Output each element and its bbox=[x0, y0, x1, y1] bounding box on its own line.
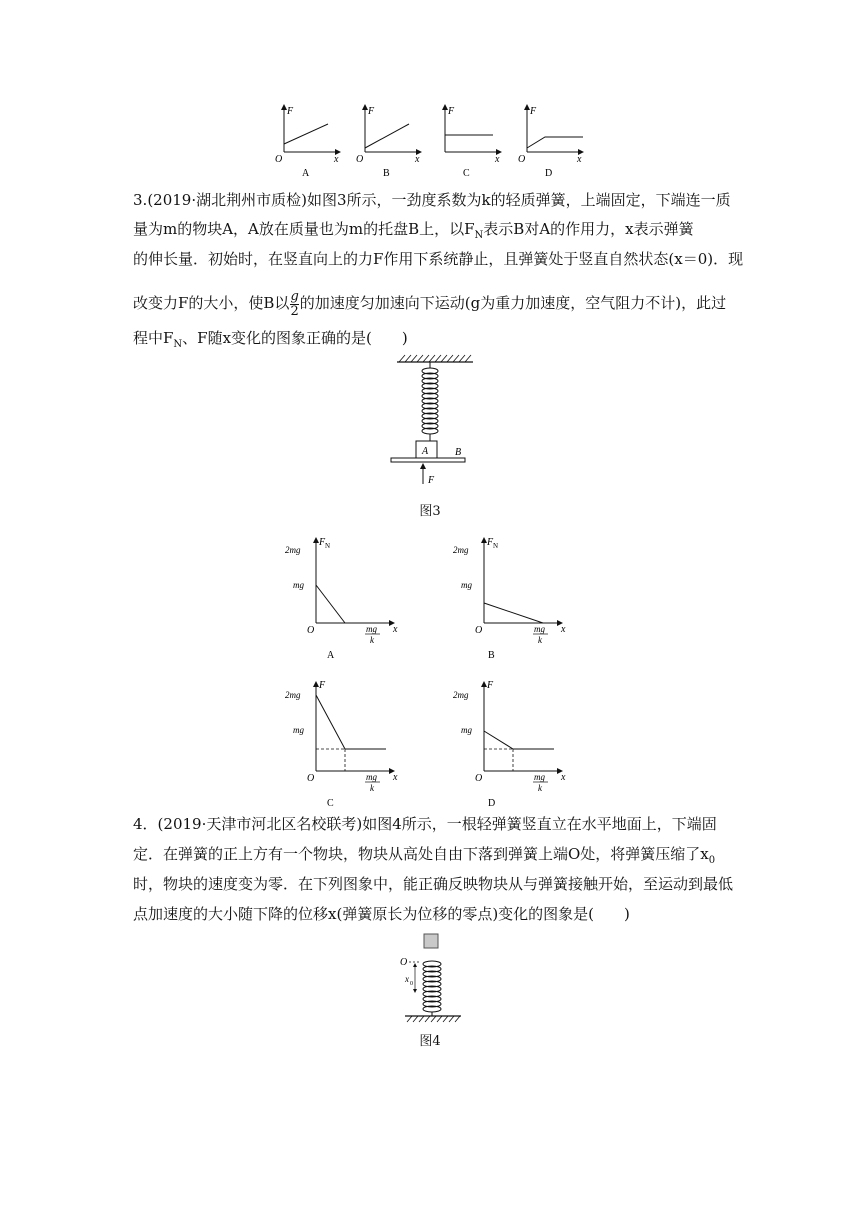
axis-x-label: x bbox=[415, 154, 420, 165]
origin-label: O bbox=[307, 773, 315, 784]
origin-label: O bbox=[307, 625, 315, 636]
q3-line-5-b: 、F随x变化的图象正确的是( ) bbox=[182, 329, 408, 347]
q3-line-5-sub: N bbox=[173, 339, 183, 350]
origin-label: O bbox=[518, 154, 526, 165]
origin-label: O bbox=[356, 154, 364, 165]
q3-line-4 bbox=[133, 288, 726, 319]
figure-4-spring bbox=[395, 930, 470, 1025]
q3-graph-b bbox=[453, 537, 566, 661]
tick-mg: mg bbox=[293, 725, 304, 735]
axis-f-label: F bbox=[287, 106, 294, 117]
origin-label: O bbox=[475, 773, 483, 784]
axis-x-label: x bbox=[334, 154, 339, 165]
y-axis-sub: N bbox=[493, 542, 499, 550]
tick-mg: mg bbox=[293, 580, 304, 590]
tick-2mg: 2mg bbox=[453, 545, 469, 555]
q3-line-4-b: 的加速度匀加速向下运动(g为重力加速度，空气阻力不计)，此过 bbox=[299, 294, 727, 312]
y-axis-label: F bbox=[319, 537, 326, 548]
x-tick-den: k bbox=[538, 783, 542, 793]
q3-source: (2019·湖北荆州市质检) bbox=[147, 191, 307, 209]
q4-line-1: 4．(2019·天津市河北区名校联考)如图4所示，一根轻弹簧竖直立在水平地面上，下端固 bbox=[133, 815, 717, 833]
q3-number: 3. bbox=[133, 191, 148, 209]
y-axis-label: F bbox=[487, 537, 494, 548]
origin-label: O bbox=[475, 625, 483, 636]
q3-line-4-a: 改变力F的大小，使B以 bbox=[133, 294, 290, 312]
top-graphs bbox=[270, 100, 600, 180]
graph-label: A bbox=[327, 650, 335, 661]
x-tick-num: mg bbox=[366, 624, 377, 634]
q3-line-2-a: 量为m的物块A，A放在质量也为m的托盘B上，以F bbox=[133, 220, 475, 238]
q3-line-5 bbox=[133, 328, 408, 355]
axis-f-label: F bbox=[448, 106, 455, 117]
q3-line-1 bbox=[133, 190, 731, 210]
tray-b-label: B bbox=[455, 447, 462, 458]
q3-graph-c bbox=[285, 680, 398, 809]
graph-label: C bbox=[327, 798, 334, 809]
q4-line-2-sub: 0 bbox=[708, 855, 716, 866]
tick-2mg: 2mg bbox=[285, 545, 301, 555]
axis-x-label: x bbox=[577, 154, 582, 165]
x-tick-den: k bbox=[370, 635, 374, 645]
graph-label: D bbox=[545, 168, 553, 179]
y-axis-label: F bbox=[319, 680, 326, 691]
top-graph-c bbox=[445, 105, 501, 179]
graph-label: D bbox=[488, 798, 496, 809]
y-axis-label: F bbox=[487, 680, 494, 691]
q3-frac-den: 2 bbox=[290, 303, 299, 319]
graph-label: A bbox=[302, 168, 310, 179]
x-tick-num: mg bbox=[534, 624, 545, 634]
axis-f-label: F bbox=[530, 106, 537, 117]
y-axis-sub: N bbox=[325, 542, 331, 550]
axis-f-label: F bbox=[368, 106, 375, 117]
x0-label: x bbox=[405, 974, 409, 984]
tick-mg: mg bbox=[461, 725, 472, 735]
x-axis-label: x bbox=[561, 772, 566, 783]
tick-mg: mg bbox=[461, 580, 472, 590]
x-tick-num: mg bbox=[534, 772, 545, 782]
axis-x-label: x bbox=[495, 154, 500, 165]
q3-answer-graphs bbox=[282, 530, 582, 810]
q3-graph-a bbox=[285, 537, 398, 661]
x-axis-label: x bbox=[393, 624, 398, 635]
q3-frac-num: g bbox=[290, 288, 299, 304]
tick-2mg: 2mg bbox=[285, 690, 301, 700]
q4-line-3: 时，物块的速度变为零．在下列图象中，能正确反映物块从与弹簧接触开始，至运动到最低 bbox=[133, 875, 734, 893]
q3-line-1-text: 如图3所示，一劲度系数为k的轻质弹簧，上端固定，下端连一质 bbox=[306, 191, 731, 209]
figure-3-spring bbox=[385, 352, 485, 487]
top-graph-a bbox=[275, 105, 340, 179]
graph-label: B bbox=[488, 650, 495, 661]
q4-line-4: 点加速度的大小随下降的位移x(弹簧原长为位移的零点)变化的图象是( ) bbox=[133, 905, 630, 923]
q3-line-5-a: 程中F bbox=[133, 329, 174, 347]
q3-line-3: 的伸长量．初始时，在竖直向上的力F作用下系统静止，且弹簧处于竖直自然状态(x＝0)．现 bbox=[133, 250, 744, 268]
top-graph-d bbox=[518, 105, 583, 179]
q4-line-2-a: 定．在弹簧的正上方有一个物块，物块从高处自由下落到弹簧上端O处，将弹簧压缩了x bbox=[133, 845, 709, 863]
top-graph-b bbox=[356, 105, 421, 179]
q3-line-2-sub: N bbox=[474, 230, 484, 241]
o-label: O bbox=[400, 957, 408, 968]
origin-label: O bbox=[275, 154, 283, 165]
x0-sub: 0 bbox=[410, 981, 413, 987]
q3-line-2-b: 表示B对A的作用力，x表示弹簧 bbox=[483, 220, 694, 238]
q4-line-2 bbox=[133, 844, 715, 871]
block-a-label: A bbox=[422, 446, 429, 457]
x-axis-label: x bbox=[393, 772, 398, 783]
x-tick-den: k bbox=[538, 635, 542, 645]
q3-fraction bbox=[290, 290, 298, 319]
x-axis-label: x bbox=[561, 624, 566, 635]
graph-label: C bbox=[463, 168, 470, 179]
figure-3-caption: 图3 bbox=[419, 504, 441, 519]
q3-line-2 bbox=[133, 219, 694, 246]
x-tick-den: k bbox=[370, 783, 374, 793]
figure-4-caption: 图4 bbox=[419, 1034, 441, 1049]
graph-label: B bbox=[383, 168, 390, 179]
force-f-label: F bbox=[428, 475, 435, 486]
x-tick-num: mg bbox=[366, 772, 377, 782]
q3-graph-d bbox=[453, 680, 566, 809]
tick-2mg: 2mg bbox=[453, 690, 469, 700]
